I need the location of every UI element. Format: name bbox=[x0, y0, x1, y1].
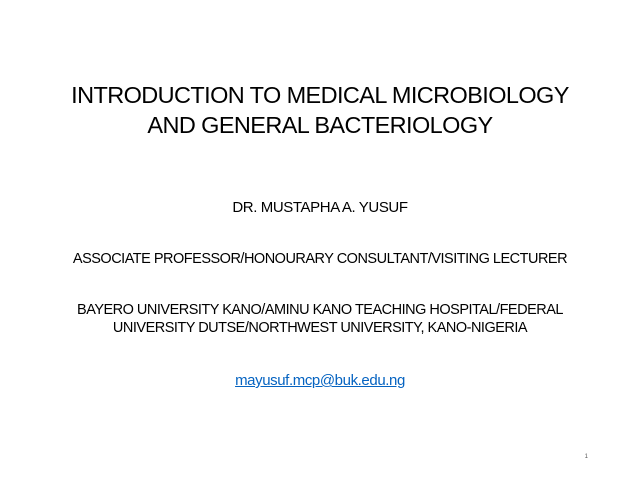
slide-title-line-1: INTRODUCTION TO MEDICAL MICROBIOLOGY bbox=[71, 82, 569, 108]
affiliation-line-1: BAYERO UNIVERSITY KANO/AMINU KANO TEACHING HOSPITAL/FEDERAL bbox=[77, 302, 563, 318]
author-position: ASSOCIATE PROFESSOR/HONOURARY CONSULTANT/VISITING LECTURER bbox=[72, 251, 568, 267]
affiliation-line-2: UNIVERSITY DUTSE/NORTHWEST UNIVERSITY, KANO-NIGERIA bbox=[112, 320, 528, 336]
slide-title-line-2: AND GENERAL BACTERIOLOGY bbox=[147, 112, 493, 138]
author-name: DR. MUSTAPHA A. YUSUF bbox=[232, 199, 408, 216]
email-link[interactable]: mayusuf.mcp@buk.edu.ng bbox=[235, 372, 405, 389]
slide-title bbox=[20, 80, 620, 140]
page-number: 1 bbox=[584, 454, 588, 460]
